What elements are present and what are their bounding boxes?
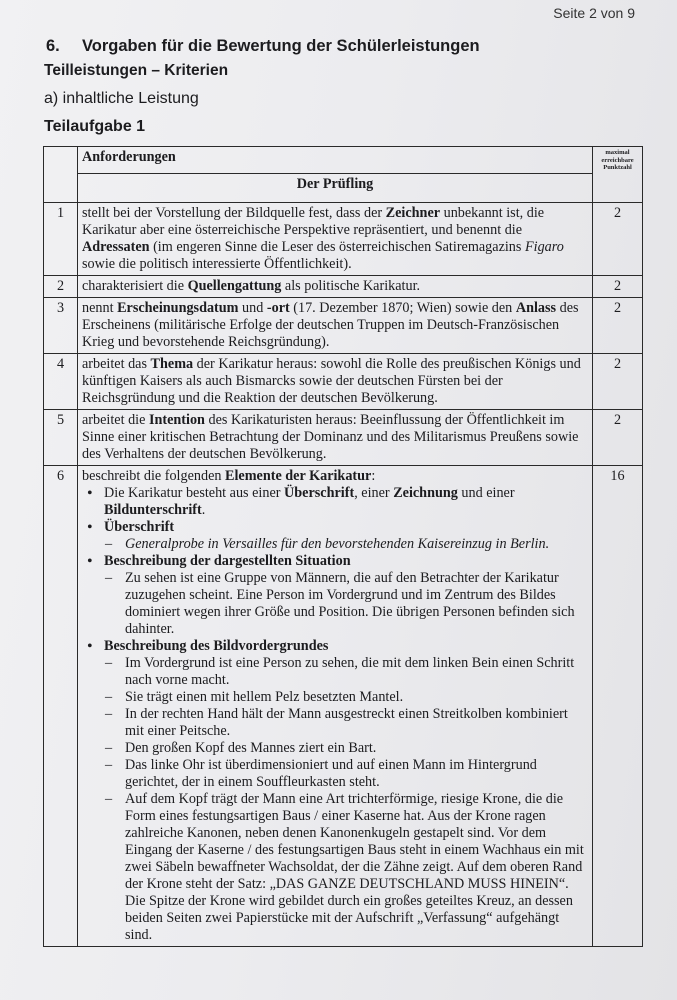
row-number: 4 [44,354,78,410]
row-text: nennt Erscheinungsdatum und -ort (17. Dezember 1870; Wien) sowie den Anlass des Erscheinens (militärische Erfolge der deutschen Truppen im Deutsch-Französischen Krieg und bevorstehende Reichsgründung). [78,298,593,354]
row-points: 2 [593,410,643,466]
criteria-table [43,146,643,947]
list-subitem: – Generalprobe in Versailles für den bevorstehenden Kaisereinzug in Berlin. [125,536,588,553]
header-points: maximal erreichbare Punktzahl [593,147,643,203]
row-text: charakterisiert die Quellengattung als politische Karikatur. [78,276,593,298]
table-row [44,354,643,410]
row-text: stellt bei der Vorstellung der Bildquelle fest, dass der Zeichner unbekannt ist, die Karikatur aber eine österreichische Perspektive repräsentiert, und benennt die Adressaten (im engeren Sinne die Leser des österreichischen Satiremagazins Figaro sowie die politisch interessierte Öffentlichkeit). [78,203,593,276]
header-nr-cell [44,147,78,203]
list-subitem: – Auf dem Kopf trägt der Mann eine Art trichterförmige, riesige Krone, die die Form eines festungsartigen Baus / einer Kaserne hat. Aus der Krone ragen zahlreiche Kanonen, neben denen Kanonenkugeln gestapelt sind. Vor dem Eingang der Kaserne / des festungsartigen Baus steht in einem Wachhaus ein mit zwei Säbeln bewaffneter Wachsoldat, der die Zähne zeigt. Auf dem oberen Rand der Krone steht der Satz: „DAS GANZE DEUTSCHLAND MUSS HINEIN“. Die Spitze der Krone wird gebildet durch ein großes geteiltes Kreuz, an dessen beiden Seiten zwei Papierstücke mit der Aufschrift „Verfassung“ aufgehängt sind. [125,791,588,944]
row-points: 2 [593,354,643,410]
table-row [44,203,643,276]
list-subitem: – Im Vordergrund ist eine Person zu sehen, die mit dem linken Bein einen Schritt nach vorne macht. [125,655,588,689]
part-label: a) inhaltliche Leistung [44,90,199,107]
list-item: • Die Karikatur besteht aus einer Überschrift, einer Zeichnung und einer Bildunterschrift. [104,485,588,519]
list-item: • Beschreibung des Bildvordergrundes – Im Vordergrund ist eine Person zu sehen, die mit dem linken Bein einen Schritt nach vorne macht. – Sie trägt einen mit hellem Pelz besetzten Mantel. – In der rechten Hand hält der Mann ausgestreckt einen Streitkolben kombiniert mit einer Peitsche. – Den großen Kopf des Mannes ziert ein Bart. – Das linke Ohr ist überdimensioniert und auf einen Mann im Hintergrund gerichtet, der in einem Souffleurkasten steht. – Auf dem Kopf trägt der Mann eine Art trichterförmige, riesige Krone, die die Form eines festungsartigen Baus / einer Kaserne hat. Aus der Krone ragen zahlreiche Kanonen, neben denen Kanonenkugeln gestapelt sind. Vor dem Eingang der Kaserne / des festungsartigen Baus steht in einem Wachhaus ein mit zwei Säbeln bewaffneter Wachsoldat, der die Zähne zeigt. Auf dem oberen Rand der Krone steht der Satz: „DAS GANZE DEUTSCHLAND MUSS HINEIN“. Die Spitze der Krone wird gebildet durch ein großes geteiltes Kreuz, an dessen beiden Seiten zwei Papierstücke mit der Aufschrift „Verfassung“ aufgehängt sind. [104,638,588,944]
element-list [82,485,588,944]
section-title: Vorgaben für die Bewertung der Schülerleistungen [82,37,480,55]
table-row [44,276,643,298]
row-points: 2 [593,276,643,298]
list-subitem: – Das linke Ohr ist überdimensioniert und auf einen Mann im Hintergrund gerichtet, der in einem Souffleurkasten steht. [125,757,588,791]
table-header-row [44,147,643,174]
section-heading [46,37,480,56]
row-points: 2 [593,203,643,276]
list-subitem: – Zu sehen ist eine Gruppe von Männern, die auf den Betrachter der Karikatur zuzugehen scheint. Eine Person im Vordergrund und im Zentrum des Bildes dominiert wegen ihrer Größe und Position. Die übrigen Personen befinden sich dahinter. [125,570,588,638]
row-text: arbeitet die Intention des Karikaturisten heraus: Beeinflussung der Öffentlichkeit im Sinne einer kritischen Betrachtung der Dominanz und des Militarismus Preußens sowie des Verhaltens der deutschen Bevölkerung. [78,410,593,466]
row-points: 16 [593,466,643,947]
header-student: Der Prüfling [78,174,593,203]
row-number: 1 [44,203,78,276]
table-subheader-row [44,174,643,203]
row-number: 3 [44,298,78,354]
list-item: • Beschreibung der dargestellten Situation – Zu sehen ist eine Gruppe von Männern, die auf den Betrachter der Karikatur zuzugehen scheint. Eine Person im Vordergrund und im Zentrum des Bildes dominiert wegen ihrer Größe und Position. Die übrigen Personen befinden sich dahinter. [104,553,588,638]
row-number: 6 [44,466,78,947]
row-text [78,466,593,947]
task-label: Teilaufgabe 1 [44,118,146,135]
row-number: 2 [44,276,78,298]
table-row [44,298,643,354]
row-intro: beschreibt die folgenden Elemente der Karikatur: [82,468,376,484]
list-subitem: – Den großen Kopf des Mannes ziert ein Bart. [125,740,588,757]
table-row [44,466,643,947]
section-number: 6. [46,37,60,55]
row-text: arbeitet das Thema der Karikatur heraus: sowohl die Rolle des preußischen Königs und künftigen Kaisers als auch Bismarcks sowie der deutschen Fürsten bei der Reichsgründung und die Reaktion der deutschen Bevölkerung. [78,354,593,410]
table-row [44,410,643,466]
row-points: 2 [593,298,643,354]
list-subitem: – Sie trägt einen mit hellem Pelz besetzten Mantel. [125,689,588,706]
header-requirements: Anforderungen [78,147,593,174]
list-subitem: – In der rechten Hand hält der Mann ausgestreckt einen Streitkolben kombiniert mit einer Peitsche. [125,706,588,740]
subtitle: Teilleistungen – Kriterien [44,62,229,79]
row-number: 5 [44,410,78,466]
list-item: • Überschrift – Generalprobe in Versailles für den bevorstehenden Kaisereinzug in Berlin. [104,519,588,553]
page-number: Seite 2 von 9 [553,5,635,21]
